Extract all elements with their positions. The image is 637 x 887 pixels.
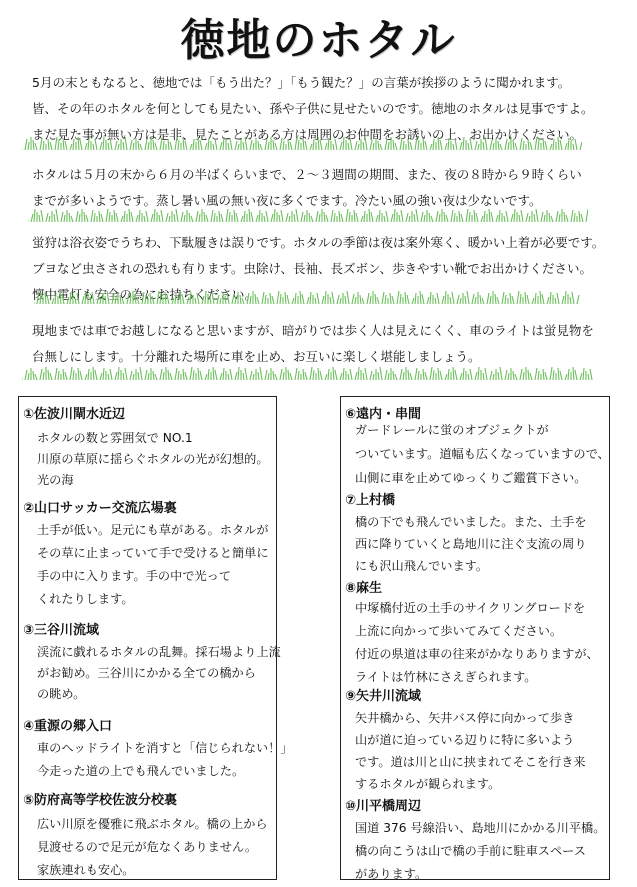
spot-title: ⑤防府高等学校佐波分校裏 — [23, 793, 178, 808]
spot-description-line: 渓流に戯れるホタルの乱舞。採石場より上流 — [37, 645, 281, 659]
intro-line: までが多いようです。蒸し暑い風の無い夜に多くでます。冷たい風の強い夜は少ないです。 — [32, 193, 542, 208]
spot-title: ①佐波川閘水近辺 — [23, 407, 126, 422]
intro-line: 5月の末ともなると、徳地では「もう出た？」「もう観た？」の言葉が挨拶のように聞かれます。 — [32, 75, 571, 90]
spot-description-line: するホタルが観られます。 — [355, 777, 501, 791]
grass-divider — [22, 366, 594, 380]
spot-description-line: 土手が低い。足元にも草がある。ホタルが — [37, 523, 269, 537]
spot-description-line: 中塚橋付近の土手のサイクリングロードを — [355, 601, 586, 615]
spot-description-line: 国道 376 号線沿い、島地川にかかる川平橋。 — [355, 821, 606, 835]
intro-line: 皆、その年のホタルを何としても見たい、孫や子供に見せたいのです。徳地のホタルは見事ですよ。 — [32, 101, 594, 116]
spot-description-line: にも沢山飛んでいます。 — [355, 559, 489, 573]
spot-description-line: その草に止まっていて手で受けると簡単に — [37, 546, 269, 560]
spot-description-line: ガードレールに蛍のオブジェクトが — [355, 423, 549, 437]
intro-paragraph — [32, 162, 622, 214]
spot-title: ④重源の郷入口 — [23, 719, 113, 734]
spot-description-line: 山側に車を止めてゆっくりご鑑賞下さい。 — [355, 471, 587, 485]
spots-list-left — [18, 396, 293, 880]
spot-description-line: 橋の向こうは山で橋の手前に駐車スペース — [355, 844, 586, 858]
spots-list-right — [340, 396, 610, 880]
spot-description-line: です。道は川と山に挟まれてそこを行き来 — [355, 755, 586, 769]
spot-title: ⑦上村橋 — [345, 493, 396, 508]
spot-description-line: 家族連れも安心。 — [37, 863, 135, 877]
spot-description-line: 西に降りていくと島地川に注ぐ支流の周り — [355, 537, 587, 551]
spot-description-line: 手の中に入ります。手の中で光って — [37, 569, 232, 583]
spot-description-line: の眺め。 — [37, 687, 86, 701]
spot-description-line: があります。 — [355, 867, 428, 881]
spot-description-line: 矢井橋から、矢井バス停に向かって歩き — [355, 711, 575, 725]
spot-description-line: ホタルの数と雰囲気で NO.1 — [37, 431, 193, 445]
spot-title: ②山口サッカー交流広場裏 — [23, 501, 177, 516]
intro-line: 現地までは車でお越しになると思いますが、暗がりでは歩く人は見えにくく、車のライトは蛍見物を — [32, 323, 594, 338]
intro-line: まだ見た事が無い方は是非、見たことがある方は周囲のお仲間をお誘いの上、お出かけください。 — [32, 127, 583, 142]
spot-description-line: 川原の草原に揺らぐホタルの光が幻想的。 — [37, 452, 269, 466]
grass-divider — [22, 136, 582, 150]
spot-description-line: 見渡せるので足元が危なくありません。 — [37, 840, 258, 854]
spot-description-line: 広い川原を優雅に飛ぶホタル。橋の上から — [37, 817, 268, 831]
spot-description-line: ついています。道幅も広くなっていますので、 — [355, 447, 610, 461]
spot-title: ⑩川平橋周辺 — [345, 799, 422, 814]
spot-description-line: 今走った道の上でも飛んでいました。 — [37, 764, 245, 778]
intro-line: 蛍狩は浴衣姿でうちわ、下駄履きは誤りです。ホタルの季節は夜は案外寒く、暖かい上着が必要です。 — [32, 235, 605, 250]
spot-description-line: ライトは竹林にさえぎられます。 — [355, 670, 537, 684]
spot-title: ⑥遠内・串間 — [345, 407, 422, 422]
intro-line: ホタルは５月の末から６月の半ばくらいまで、２～３週間の期間、また、夜の８時から９時くらい — [32, 167, 582, 182]
spot-description-line: がお勧め。三谷川にかかる全ての橋から — [37, 666, 256, 680]
intro-paragraph — [32, 318, 622, 370]
spot-title: ⑧麻生 — [345, 581, 383, 596]
spot-description-line: 光の海 — [37, 473, 74, 487]
intro-line: ブヨなど虫さされの恐れも有ります。虫除け、長袖、長ズボン、歩きやすい靴でお出かけください。 — [32, 261, 593, 276]
grass-divider — [34, 290, 580, 304]
spot-description-line: 上流に向かって歩いてみてください。 — [355, 624, 563, 638]
spot-description-line: 車のヘッドライトを消すと「信じられない！」 — [37, 741, 293, 755]
spot-description-line: 付近の県道は車の往来がかなりありますが、 — [355, 647, 599, 661]
intro-line: 懐中電灯も安全の為にお持ちください。 — [32, 287, 258, 302]
page-title: 徳地のホタル — [180, 15, 457, 66]
spot-title: ⑨矢井川流域 — [345, 689, 422, 704]
spot-description-line: 山が道に迫っている辺りに特に多いよう — [355, 733, 575, 747]
grass-divider — [28, 208, 588, 222]
spot-description-line: 橋の下でも飛んでいました。また、土手を — [355, 515, 587, 529]
spot-title: ③三谷川流域 — [23, 623, 100, 638]
spot-description-line: くれたりします。 — [37, 592, 134, 606]
intro-line: 台無しにします。十分離れた場所に車を止め、お互いに楽しく堪能しましょう。 — [32, 349, 481, 364]
